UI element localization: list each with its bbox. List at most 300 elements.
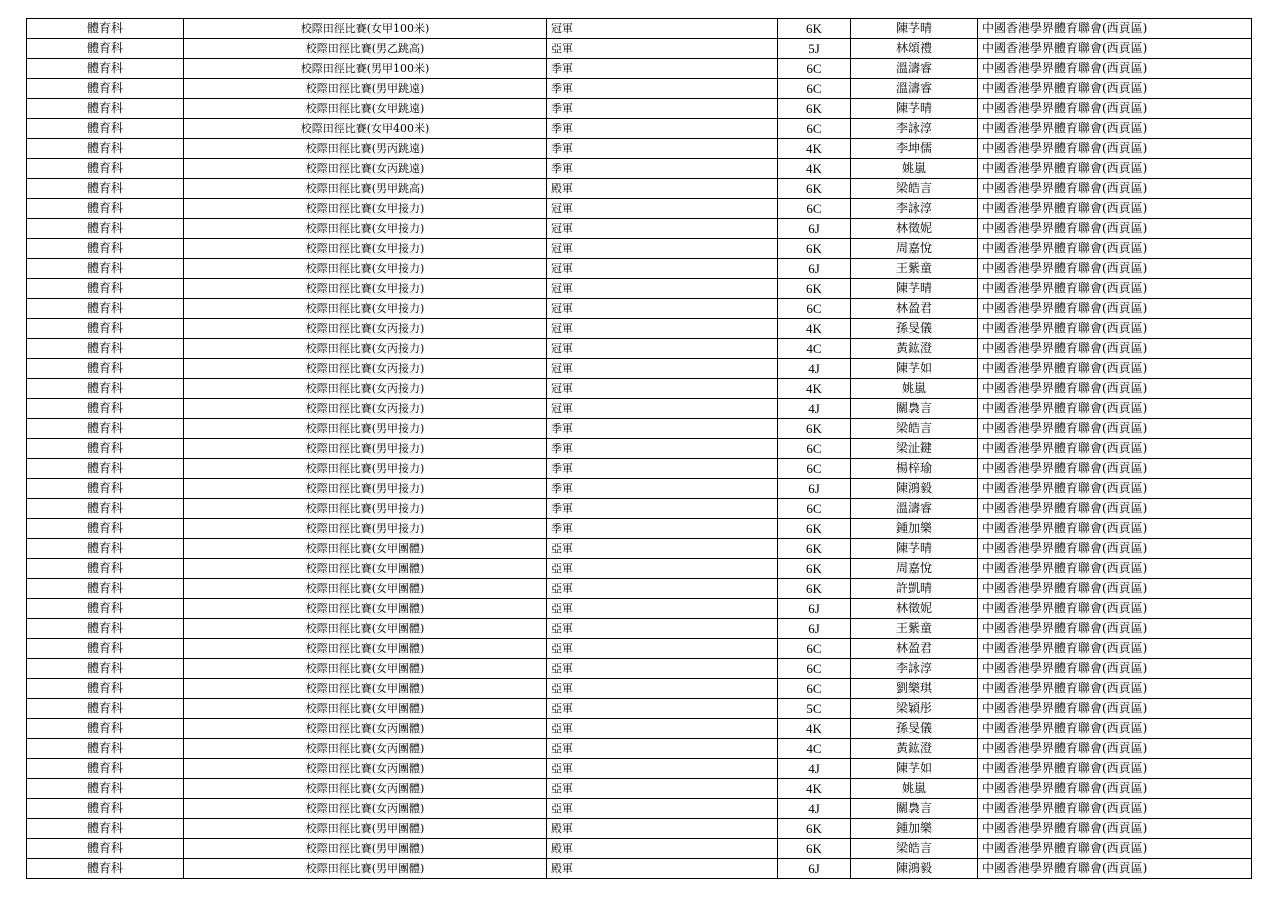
organizer-cell: 中國香港學界體育聯會(西貢區)	[978, 439, 1252, 459]
student-name-cell: 鍾加樂	[851, 519, 978, 539]
subject-cell: 體育科	[27, 479, 184, 499]
class-cell: 6K	[778, 279, 851, 299]
award-cell: 冠軍	[547, 299, 778, 319]
organizer-cell: 中國香港學界體育聯會(西貢區)	[978, 119, 1252, 139]
organizer-cell: 中國香港學界體育聯會(西貢區)	[978, 479, 1252, 499]
subject-cell: 體育科	[27, 59, 184, 79]
table-row	[27, 599, 1252, 619]
table-row	[27, 339, 1252, 359]
class-cell: 6C	[778, 659, 851, 679]
event-cell: 校際田徑比賽(女丙接力)	[184, 379, 547, 399]
table-row	[27, 159, 1252, 179]
event-cell: 校際田徑比賽(女丙團體)	[184, 719, 547, 739]
student-name-cell: 周嘉悅	[851, 239, 978, 259]
subject-cell: 體育科	[27, 139, 184, 159]
class-cell: 4K	[778, 159, 851, 179]
event-cell: 校際田徑比賽(女甲100米)	[184, 19, 547, 39]
subject-cell: 體育科	[27, 239, 184, 259]
subject-cell: 體育科	[27, 359, 184, 379]
subject-cell: 體育科	[27, 699, 184, 719]
event-cell: 校際田徑比賽(女丙團體)	[184, 799, 547, 819]
class-cell: 6C	[778, 459, 851, 479]
class-cell: 4J	[778, 359, 851, 379]
table-row	[27, 399, 1252, 419]
table-row	[27, 639, 1252, 659]
organizer-cell: 中國香港學界體育聯會(西貢區)	[978, 739, 1252, 759]
table-row	[27, 819, 1252, 839]
organizer-cell: 中國香港學界體育聯會(西貢區)	[978, 499, 1252, 519]
event-cell: 校際田徑比賽(男甲團體)	[184, 859, 547, 879]
organizer-cell: 中國香港學界體育聯會(西貢區)	[978, 579, 1252, 599]
student-name-cell: 梁沚鍵	[851, 439, 978, 459]
subject-cell: 體育科	[27, 659, 184, 679]
award-cell: 亞軍	[547, 539, 778, 559]
student-name-cell: 林盈君	[851, 639, 978, 659]
class-cell: 6C	[778, 639, 851, 659]
student-name-cell: 陳鴻毅	[851, 859, 978, 879]
award-cell: 亞軍	[547, 639, 778, 659]
class-cell: 6K	[778, 179, 851, 199]
organizer-cell: 中國香港學界體育聯會(西貢區)	[978, 719, 1252, 739]
subject-cell: 體育科	[27, 379, 184, 399]
table-row	[27, 239, 1252, 259]
table-row	[27, 19, 1252, 39]
class-cell: 6K	[778, 819, 851, 839]
award-cell: 季軍	[547, 139, 778, 159]
table-row	[27, 219, 1252, 239]
subject-cell: 體育科	[27, 759, 184, 779]
organizer-cell: 中國香港學界體育聯會(西貢區)	[978, 599, 1252, 619]
subject-cell: 體育科	[27, 319, 184, 339]
class-cell: 6C	[778, 439, 851, 459]
organizer-cell: 中國香港學界體育聯會(西貢區)	[978, 759, 1252, 779]
table-row	[27, 619, 1252, 639]
student-name-cell: 李詠淳	[851, 119, 978, 139]
table-row	[27, 279, 1252, 299]
organizer-cell: 中國香港學界體育聯會(西貢區)	[978, 19, 1252, 39]
event-cell: 校際田徑比賽(女甲團體)	[184, 619, 547, 639]
student-name-cell: 姚嵐	[851, 779, 978, 799]
student-name-cell: 黃鈜澄	[851, 739, 978, 759]
student-name-cell: 王紫童	[851, 259, 978, 279]
organizer-cell: 中國香港學界體育聯會(西貢區)	[978, 539, 1252, 559]
subject-cell: 體育科	[27, 639, 184, 659]
class-cell: 6K	[778, 519, 851, 539]
table-row	[27, 439, 1252, 459]
organizer-cell: 中國香港學界體育聯會(西貢區)	[978, 659, 1252, 679]
award-cell: 亞軍	[547, 699, 778, 719]
organizer-cell: 中國香港學界體育聯會(西貢區)	[978, 359, 1252, 379]
award-cell: 季軍	[547, 159, 778, 179]
organizer-cell: 中國香港學界體育聯會(西貢區)	[978, 159, 1252, 179]
table-row	[27, 559, 1252, 579]
class-cell: 5C	[778, 699, 851, 719]
event-cell: 校際田徑比賽(男甲接力)	[184, 479, 547, 499]
award-cell: 冠軍	[547, 19, 778, 39]
subject-cell: 體育科	[27, 539, 184, 559]
organizer-cell: 中國香港學界體育聯會(西貢區)	[978, 839, 1252, 859]
student-name-cell: 梁皓言	[851, 839, 978, 859]
subject-cell: 體育科	[27, 559, 184, 579]
subject-cell: 體育科	[27, 39, 184, 59]
award-cell: 亞軍	[547, 659, 778, 679]
class-cell: 4K	[778, 379, 851, 399]
table-row	[27, 319, 1252, 339]
class-cell: 6K	[778, 19, 851, 39]
class-cell: 4J	[778, 399, 851, 419]
table-row	[27, 39, 1252, 59]
organizer-cell: 中國香港學界體育聯會(西貢區)	[978, 379, 1252, 399]
organizer-cell: 中國香港學界體育聯會(西貢區)	[978, 399, 1252, 419]
event-cell: 校際田徑比賽(男甲接力)	[184, 499, 547, 519]
student-name-cell: 陳芓晴	[851, 279, 978, 299]
student-name-cell: 陳芓晴	[851, 539, 978, 559]
table-row	[27, 139, 1252, 159]
award-cell: 季軍	[547, 119, 778, 139]
award-cell: 亞軍	[547, 719, 778, 739]
table-row	[27, 79, 1252, 99]
table-row	[27, 839, 1252, 859]
subject-cell: 體育科	[27, 459, 184, 479]
organizer-cell: 中國香港學界體育聯會(西貢區)	[978, 199, 1252, 219]
event-cell: 校際田徑比賽(女甲團體)	[184, 679, 547, 699]
event-cell: 校際田徑比賽(女甲400米)	[184, 119, 547, 139]
event-cell: 校際田徑比賽(女丙團體)	[184, 779, 547, 799]
subject-cell: 體育科	[27, 119, 184, 139]
organizer-cell: 中國香港學界體育聯會(西貢區)	[978, 559, 1252, 579]
subject-cell: 體育科	[27, 179, 184, 199]
award-cell: 亞軍	[547, 579, 778, 599]
class-cell: 6J	[778, 859, 851, 879]
class-cell: 6C	[778, 299, 851, 319]
table-row	[27, 119, 1252, 139]
award-cell: 季軍	[547, 459, 778, 479]
subject-cell: 體育科	[27, 299, 184, 319]
subject-cell: 體育科	[27, 279, 184, 299]
subject-cell: 體育科	[27, 499, 184, 519]
subject-cell: 體育科	[27, 79, 184, 99]
organizer-cell: 中國香港學界體育聯會(西貢區)	[978, 799, 1252, 819]
event-cell: 校際田徑比賽(女甲團體)	[184, 699, 547, 719]
award-cell: 季軍	[547, 519, 778, 539]
class-cell: 4J	[778, 799, 851, 819]
table-row	[27, 499, 1252, 519]
organizer-cell: 中國香港學界體育聯會(西貢區)	[978, 859, 1252, 879]
organizer-cell: 中國香港學界體育聯會(西貢區)	[978, 179, 1252, 199]
student-name-cell: 林徵妮	[851, 599, 978, 619]
award-cell: 季軍	[547, 99, 778, 119]
student-name-cell: 孫旻儀	[851, 719, 978, 739]
award-cell: 季軍	[547, 479, 778, 499]
award-cell: 殿軍	[547, 839, 778, 859]
event-cell: 校際田徑比賽(女甲團體)	[184, 559, 547, 579]
subject-cell: 體育科	[27, 99, 184, 119]
event-cell: 校際田徑比賽(女甲接力)	[184, 199, 547, 219]
student-name-cell: 梁皓言	[851, 419, 978, 439]
organizer-cell: 中國香港學界體育聯會(西貢區)	[978, 459, 1252, 479]
organizer-cell: 中國香港學界體育聯會(西貢區)	[978, 79, 1252, 99]
award-cell: 季軍	[547, 499, 778, 519]
class-cell: 6K	[778, 839, 851, 859]
award-cell: 冠軍	[547, 339, 778, 359]
student-name-cell: 陳鴻毅	[851, 479, 978, 499]
class-cell: 6C	[778, 79, 851, 99]
table-row	[27, 759, 1252, 779]
table-row	[27, 579, 1252, 599]
organizer-cell: 中國香港學界體育聯會(西貢區)	[978, 639, 1252, 659]
organizer-cell: 中國香港學界體育聯會(西貢區)	[978, 699, 1252, 719]
award-cell: 亞軍	[547, 799, 778, 819]
event-cell: 校際田徑比賽(女甲接力)	[184, 299, 547, 319]
student-name-cell: 林盈君	[851, 299, 978, 319]
student-name-cell: 李詠淳	[851, 659, 978, 679]
event-cell: 校際田徑比賽(男甲跳遠)	[184, 79, 547, 99]
event-cell: 校際田徑比賽(男乙跳高)	[184, 39, 547, 59]
subject-cell: 體育科	[27, 199, 184, 219]
class-cell: 6K	[778, 559, 851, 579]
event-cell: 校際田徑比賽(女丙團體)	[184, 759, 547, 779]
student-name-cell: 陳芓晴	[851, 99, 978, 119]
event-cell: 校際田徑比賽(女丙接力)	[184, 399, 547, 419]
award-cell: 亞軍	[547, 739, 778, 759]
subject-cell: 體育科	[27, 259, 184, 279]
student-name-cell: 李詠淳	[851, 199, 978, 219]
class-cell: 4J	[778, 759, 851, 779]
event-cell: 校際田徑比賽(女甲團體)	[184, 599, 547, 619]
event-cell: 校際田徑比賽(男甲跳高)	[184, 179, 547, 199]
organizer-cell: 中國香港學界體育聯會(西貢區)	[978, 819, 1252, 839]
event-cell: 校際田徑比賽(女甲跳遠)	[184, 99, 547, 119]
award-cell: 季軍	[547, 79, 778, 99]
table-row	[27, 199, 1252, 219]
award-cell: 亞軍	[547, 779, 778, 799]
subject-cell: 體育科	[27, 679, 184, 699]
event-cell: 校際田徑比賽(女甲接力)	[184, 219, 547, 239]
award-cell: 冠軍	[547, 399, 778, 419]
organizer-cell: 中國香港學界體育聯會(西貢區)	[978, 99, 1252, 119]
event-cell: 校際田徑比賽(女甲接力)	[184, 259, 547, 279]
event-cell: 校際田徑比賽(女丙團體)	[184, 739, 547, 759]
class-cell: 6K	[778, 99, 851, 119]
class-cell: 6J	[778, 219, 851, 239]
class-cell: 4K	[778, 779, 851, 799]
event-cell: 校際田徑比賽(男甲接力)	[184, 519, 547, 539]
table-row	[27, 59, 1252, 79]
organizer-cell: 中國香港學界體育聯會(西貢區)	[978, 59, 1252, 79]
class-cell: 4K	[778, 319, 851, 339]
table-row	[27, 459, 1252, 479]
event-cell: 校際田徑比賽(男甲接力)	[184, 459, 547, 479]
organizer-cell: 中國香港學界體育聯會(西貢區)	[978, 39, 1252, 59]
award-cell: 殿軍	[547, 819, 778, 839]
subject-cell: 體育科	[27, 399, 184, 419]
student-name-cell: 劉樂琪	[851, 679, 978, 699]
table-row	[27, 659, 1252, 679]
table-row	[27, 299, 1252, 319]
student-name-cell: 楊梓瑜	[851, 459, 978, 479]
table-row	[27, 379, 1252, 399]
event-cell: 校際田徑比賽(女甲接力)	[184, 279, 547, 299]
event-cell: 校際田徑比賽(男甲接力)	[184, 439, 547, 459]
student-name-cell: 陳芓如	[851, 759, 978, 779]
event-cell: 校際田徑比賽(女甲團體)	[184, 639, 547, 659]
class-cell: 6K	[778, 579, 851, 599]
table-row	[27, 479, 1252, 499]
student-name-cell: 李坤儒	[851, 139, 978, 159]
class-cell: 6C	[778, 59, 851, 79]
event-cell: 校際田徑比賽(男甲接力)	[184, 419, 547, 439]
class-cell: 4K	[778, 719, 851, 739]
table-row	[27, 259, 1252, 279]
table-row	[27, 679, 1252, 699]
class-cell: 6C	[778, 679, 851, 699]
student-name-cell: 梁穎彤	[851, 699, 978, 719]
subject-cell: 體育科	[27, 819, 184, 839]
table-row	[27, 179, 1252, 199]
subject-cell: 體育科	[27, 799, 184, 819]
class-cell: 4C	[778, 339, 851, 359]
student-name-cell: 周嘉悅	[851, 559, 978, 579]
organizer-cell: 中國香港學界體育聯會(西貢區)	[978, 779, 1252, 799]
student-name-cell: 王紫童	[851, 619, 978, 639]
class-cell: 4C	[778, 739, 851, 759]
table-row	[27, 739, 1252, 759]
subject-cell: 體育科	[27, 439, 184, 459]
table-row	[27, 859, 1252, 879]
student-name-cell: 關裊言	[851, 399, 978, 419]
subject-cell: 體育科	[27, 339, 184, 359]
subject-cell: 體育科	[27, 739, 184, 759]
awards-table-body	[27, 19, 1252, 879]
subject-cell: 體育科	[27, 159, 184, 179]
organizer-cell: 中國香港學界體育聯會(西貢區)	[978, 239, 1252, 259]
event-cell: 校際田徑比賽(男甲團體)	[184, 819, 547, 839]
student-name-cell: 許凱晴	[851, 579, 978, 599]
event-cell: 校際田徑比賽(女甲團體)	[184, 659, 547, 679]
class-cell: 5J	[778, 39, 851, 59]
student-name-cell: 溫濤睿	[851, 499, 978, 519]
student-name-cell: 黃鈜澄	[851, 339, 978, 359]
student-name-cell: 梁皓言	[851, 179, 978, 199]
award-cell: 季軍	[547, 439, 778, 459]
award-cell: 冠軍	[547, 259, 778, 279]
award-cell: 冠軍	[547, 279, 778, 299]
table-row	[27, 539, 1252, 559]
event-cell: 校際田徑比賽(男丙跳遠)	[184, 139, 547, 159]
class-cell: 6K	[778, 239, 851, 259]
event-cell: 校際田徑比賽(女甲團體)	[184, 539, 547, 559]
event-cell: 校際田徑比賽(女丙跳遠)	[184, 159, 547, 179]
student-name-cell: 鍾加樂	[851, 819, 978, 839]
organizer-cell: 中國香港學界體育聯會(西貢區)	[978, 679, 1252, 699]
organizer-cell: 中國香港學界體育聯會(西貢區)	[978, 519, 1252, 539]
subject-cell: 體育科	[27, 619, 184, 639]
table-row	[27, 799, 1252, 819]
student-name-cell: 姚嵐	[851, 159, 978, 179]
award-cell: 亞軍	[547, 619, 778, 639]
student-name-cell: 孫旻儀	[851, 319, 978, 339]
class-cell: 6J	[778, 599, 851, 619]
subject-cell: 體育科	[27, 519, 184, 539]
class-cell: 6C	[778, 199, 851, 219]
event-cell: 校際田徑比賽(女甲團體)	[184, 579, 547, 599]
student-name-cell: 溫濤睿	[851, 59, 978, 79]
subject-cell: 體育科	[27, 839, 184, 859]
class-cell: 6C	[778, 499, 851, 519]
award-cell: 冠軍	[547, 319, 778, 339]
class-cell: 6K	[778, 419, 851, 439]
class-cell: 6C	[778, 119, 851, 139]
organizer-cell: 中國香港學界體育聯會(西貢區)	[978, 319, 1252, 339]
award-cell: 季軍	[547, 59, 778, 79]
event-cell: 校際田徑比賽(男甲團體)	[184, 839, 547, 859]
event-cell: 校際田徑比賽(女丙接力)	[184, 339, 547, 359]
award-cell: 亞軍	[547, 599, 778, 619]
award-cell: 冠軍	[547, 239, 778, 259]
subject-cell: 體育科	[27, 599, 184, 619]
organizer-cell: 中國香港學界體育聯會(西貢區)	[978, 619, 1252, 639]
awards-table	[26, 18, 1252, 879]
subject-cell: 體育科	[27, 19, 184, 39]
subject-cell: 體育科	[27, 719, 184, 739]
subject-cell: 體育科	[27, 579, 184, 599]
event-cell: 校際田徑比賽(女甲接力)	[184, 239, 547, 259]
student-name-cell: 陳芓晴	[851, 19, 978, 39]
event-cell: 校際田徑比賽(女丙接力)	[184, 359, 547, 379]
student-name-cell: 關裊言	[851, 799, 978, 819]
organizer-cell: 中國香港學界體育聯會(西貢區)	[978, 339, 1252, 359]
event-cell: 校際田徑比賽(女丙接力)	[184, 319, 547, 339]
table-row	[27, 99, 1252, 119]
subject-cell: 體育科	[27, 419, 184, 439]
class-cell: 6J	[778, 619, 851, 639]
award-cell: 季軍	[547, 419, 778, 439]
student-name-cell: 姚嵐	[851, 379, 978, 399]
award-cell: 冠軍	[547, 199, 778, 219]
award-cell: 冠軍	[547, 359, 778, 379]
subject-cell: 體育科	[27, 859, 184, 879]
student-name-cell: 林頌禮	[851, 39, 978, 59]
class-cell: 6K	[778, 539, 851, 559]
organizer-cell: 中國香港學界體育聯會(西貢區)	[978, 219, 1252, 239]
table-row	[27, 519, 1252, 539]
class-cell: 6J	[778, 259, 851, 279]
organizer-cell: 中國香港學界體育聯會(西貢區)	[978, 139, 1252, 159]
subject-cell: 體育科	[27, 779, 184, 799]
student-name-cell: 陳芓如	[851, 359, 978, 379]
class-cell: 4K	[778, 139, 851, 159]
award-cell: 亞軍	[547, 759, 778, 779]
event-cell: 校際田徑比賽(男甲100米)	[184, 59, 547, 79]
award-cell: 殿軍	[547, 859, 778, 879]
table-row	[27, 359, 1252, 379]
table-row	[27, 419, 1252, 439]
award-cell: 冠軍	[547, 219, 778, 239]
award-cell: 亞軍	[547, 559, 778, 579]
subject-cell: 體育科	[27, 219, 184, 239]
table-row	[27, 779, 1252, 799]
organizer-cell: 中國香港學界體育聯會(西貢區)	[978, 259, 1252, 279]
award-cell: 亞軍	[547, 679, 778, 699]
award-cell: 冠軍	[547, 379, 778, 399]
awards-sheet	[26, 18, 1252, 879]
award-cell: 殿軍	[547, 179, 778, 199]
class-cell: 6J	[778, 479, 851, 499]
organizer-cell: 中國香港學界體育聯會(西貢區)	[978, 279, 1252, 299]
student-name-cell: 林徵妮	[851, 219, 978, 239]
organizer-cell: 中國香港學界體育聯會(西貢區)	[978, 419, 1252, 439]
table-row	[27, 719, 1252, 739]
